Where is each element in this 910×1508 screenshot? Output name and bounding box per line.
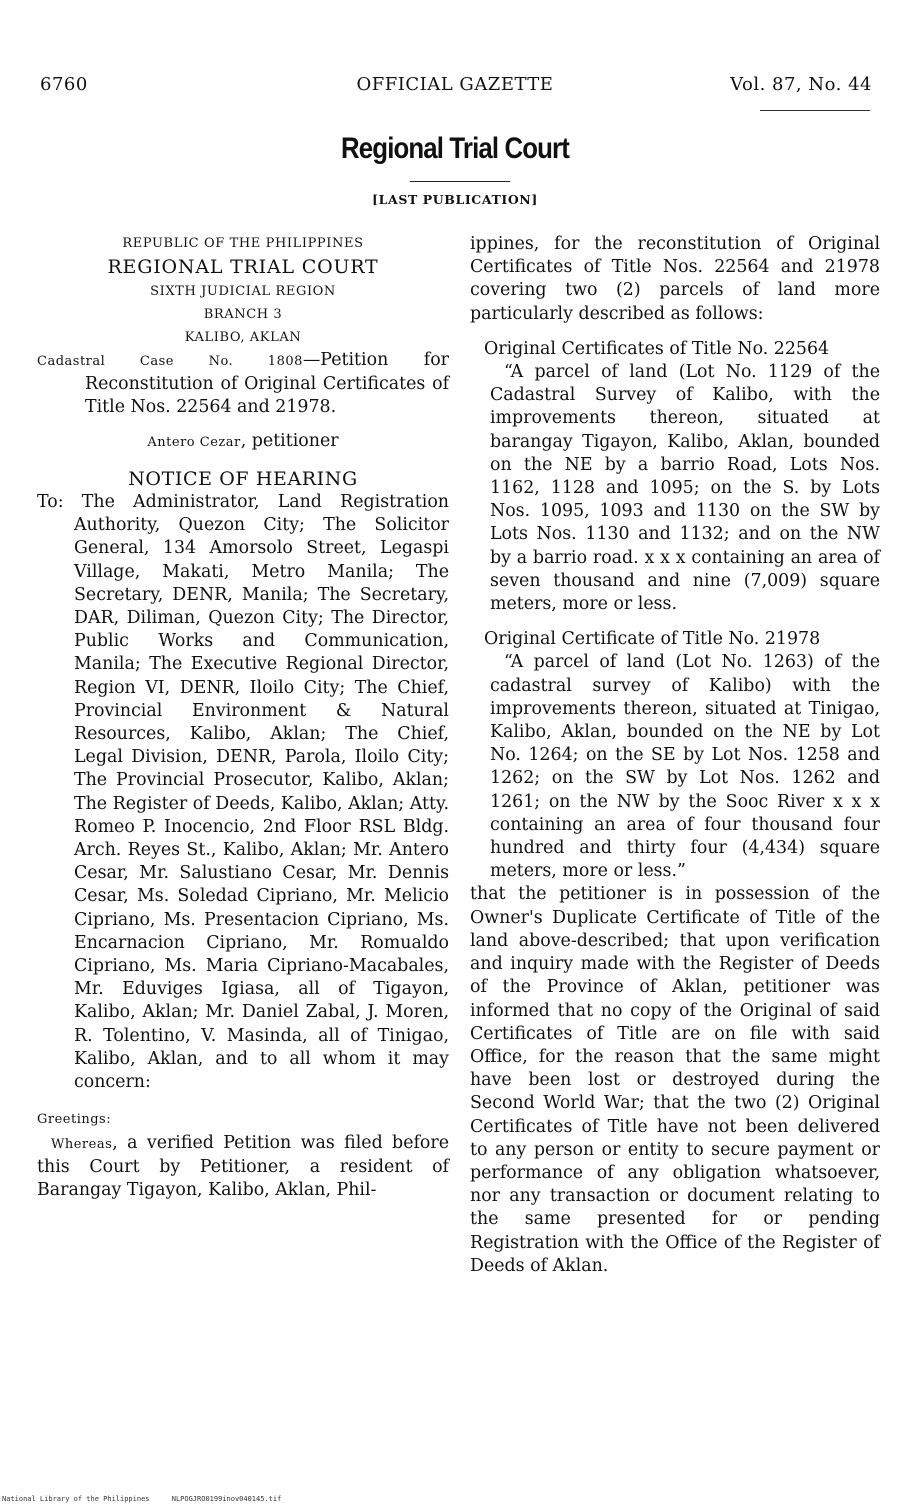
- volume-number: Vol. 87, No. 44: [730, 74, 872, 95]
- oct-21978-description: “A parcel of land (Lot No. 1263) of the cadastral survey of Kalibo) with the improvements thereon, situated at Tinigao, Kalibo, Aklan, bounded on the NE by Lot No. 1264; on the SE by Lot Nos. 1258 and 1262; on the SW by Lot Nos. 1262 and 1261; on the NW by the Sooc River x x x containing an area of four thousand four hundred and thirty four (4,434) square meters, more or less.”: [490, 652, 880, 882]
- caption-court: REGIONAL TRIAL COURT: [107, 256, 379, 278]
- case-text: —Petition for Reconstitution of Original Certificates of Title Nos. 22564 and 21978.: [85, 350, 449, 418]
- addressees-label: To:: [37, 492, 64, 513]
- oct-22564-heading: Original Certificates of Title No. 22564: [484, 338, 830, 359]
- publication-note: [LAST PUBLICATION]: [372, 192, 538, 207]
- whereas-paragraph: [37, 1132, 449, 1203]
- left-column: [37, 232, 449, 1202]
- header-rule: [760, 110, 870, 111]
- oct-21978-heading: Original Certificate of Title No. 21978: [484, 629, 821, 650]
- whereas-text: , a verified Petition was filed before this Court by Petitioner, a resident of Barangay Tigayon, Kalibo, Aklan, Phil-: [37, 1132, 449, 1200]
- closing-paragraph: that the petitioner is in possession of the Owner's Duplicate Certificate of Title of the land above-described; that upon verification and inquiry made with the Register of Deeds of the Province of Aklan, petitioner was informed that no copy of the Original of said Certificates of Title are on file with said Office, for the reason that the same might have been lost or destroyed during the Second World War; that the two (2) Original Certificates of Title have not been delivered to any person or entity to secure payment or performance of any obligation whatsoever, nor any transaction or document relating to the same presented for or pending Registration with the Office of the Register of Deeds of Aklan.: [470, 884, 880, 1276]
- caption-location: KALIBO, AKLAN: [184, 330, 302, 345]
- petitioner-line: [37, 430, 449, 454]
- page-number: 6760: [40, 74, 88, 95]
- petitioner-role: , petitioner: [240, 430, 339, 451]
- section-title: Regional Trial Court: [341, 132, 569, 165]
- petitioner-name: Antero Cezar: [147, 434, 241, 450]
- whereas-label: Whereas: [51, 1136, 113, 1152]
- caption-republic: REPUBLIC OF THE PHILIPPINES: [122, 236, 364, 251]
- addressees: [37, 491, 449, 1094]
- greetings: Greetings:: [37, 1112, 112, 1128]
- oct-22564-description: “A parcel of land (Lot No. 1129 of the Cadastral Survey of Kalibo, with the improvements thereon, situated at barangay Tigayon, Kalibo, Aklan, bounded on the NE by a barrio Road, Lots Nos. 1162, 1128 and 1095; on the S. by Lots Nos. 1095, 1093 and 1130 on the SW by Lots Nos. 1130 and 1132; and on the NW by a barrio road. x x x containing an area of seven thousand and nine (7,009) square meters, more or less.: [490, 362, 880, 615]
- footer-file: NLPOGJRO0199inov040145.tif: [171, 1495, 282, 1503]
- right-column: [470, 233, 880, 1278]
- petition-continuation: ippines, for the reconstitution of Original Certificates of Title Nos. 22564 and 21978 covering two (2) parcels of land more particularly described as follows:: [470, 234, 880, 324]
- caption-region: SIXTH JUDICIAL REGION: [150, 284, 336, 299]
- title-rule: [410, 181, 510, 182]
- footer-source: National Library of the Philippines: [2, 1495, 150, 1503]
- case-title: [37, 349, 449, 420]
- caption-branch: BRANCH 3: [203, 307, 283, 322]
- addressees-text: The Administrator, Land Registration Authority, Quezon City; The Solicitor General, 134 Amorsolo Street, Legaspi Village, Makati, Metro Manila; The Secretary, DENR, Manila; The Secretary, DAR, Diliman, Quezon City; The Director, Public Works and Communication, Manila; The Executive Regional Director, Region VI, DENR, Iloilo City; The Chief, Provincial Environment & Natural Resources, Kalibo, Aklan; The Chief, Legal Division, DENR, Parola, Iloilo City; The Provincial Prosecutor, Kalibo, Aklan; The Register of Deeds, Kalibo, Aklan; Atty. Romeo P. Inocencio, 2nd Floor RSL Bldg. Arch. Reyes St., Kalibo, Aklan; Mr. Antero Cesar, Mr. Salustiano Cesar, Mr. Dennis Cesar, Ms. Soledad Cipriano, Mr. Melicio Cipriano, Ms. Presentacion Cipriano, Ms. Encarnacion Cipriano, Mr. Romualdo Cipriano, Ms. Maria Cipriano-Macabales, Mr. Eduviges Igiasa, all of Tigayon, Kalibo, Aklan; Mr. Daniel Zabal, J. Moren, R. Tolentino, V. Masinda, all of Tinigao, Kalibo, Aklan, and to all whom it may concern:: [74, 492, 450, 1093]
- notice-title: NOTICE OF HEARING: [128, 467, 358, 490]
- publication-name: OFFICIAL GAZETTE: [356, 74, 554, 95]
- court-caption: [37, 232, 449, 349]
- scan-footer: [2, 1495, 299, 1503]
- case-label: Cadastral Case No. 1808: [37, 354, 303, 369]
